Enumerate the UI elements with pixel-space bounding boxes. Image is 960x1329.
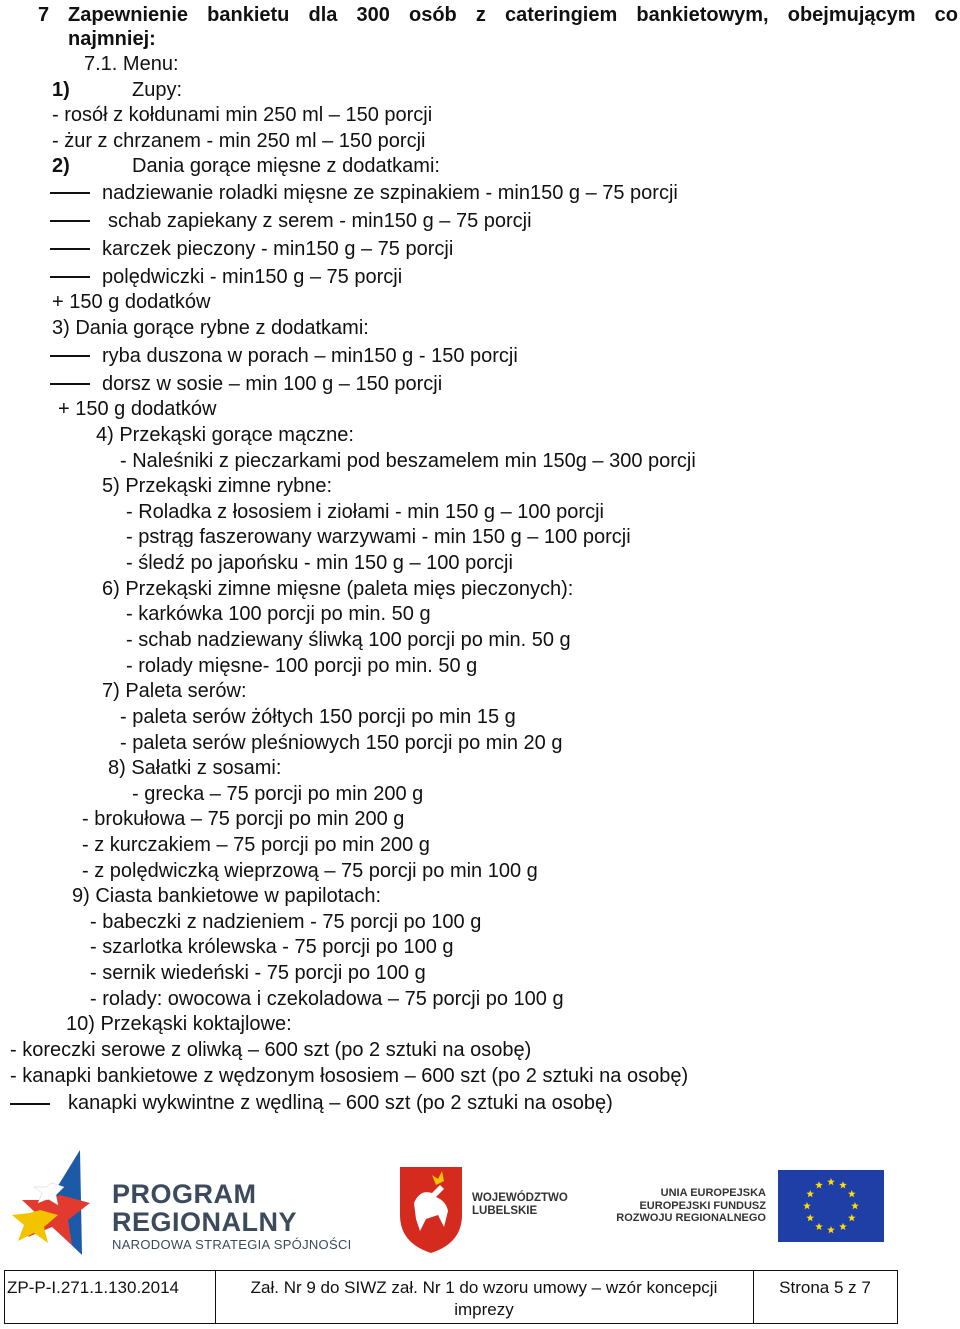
- list-item: polędwiczki - min150 g – 75 porcji: [102, 266, 403, 288]
- footer-page: Strona 5 z 7: [779, 1278, 871, 1297]
- list-item: dorsz w sosie – min 100 g – 150 porcji: [102, 373, 443, 395]
- section-title-line1: Zapewnienie bankietu dla 300 osób z cateringiem bankietowym, obejmującym co: [68, 4, 958, 26]
- list-item: nadziewanie roladki mięsne ze szpinakiem - min150 g – 75 porcji: [102, 182, 678, 204]
- section-title-line2: najmniej:: [68, 28, 156, 50]
- list-item: 4) Przekąski gorące mączne:: [96, 424, 354, 446]
- list-item: - kanapki bankietowe z wędzonym łososiem – 600 szt (po 2 sztuki na osobę): [10, 1065, 689, 1087]
- program-regionalny-logo: [112, 1180, 352, 1254]
- list-item: - paleta serów żółtych 150 porcji po min 15 g: [120, 706, 516, 728]
- ue-line2: EUROPEJSKI FUNDUSZ: [639, 1199, 766, 1212]
- list-number: 1): [52, 79, 70, 101]
- list-item: - rolady: owocowa i czekoladowa – 75 porcji po 100 g: [90, 988, 564, 1010]
- list-item: - z kurczakiem – 75 porcji po min 200 g: [82, 834, 430, 856]
- list-item: karczek pieczony - min150 g – 75 porcji: [102, 238, 454, 260]
- footer-divider: [753, 1271, 754, 1323]
- list-item: - grecka – 75 porcji po min 200 g: [132, 783, 424, 805]
- wojewodztwo-logo: [472, 1192, 568, 1218]
- list-item: ryba duszona w porach – min150 g - 150 porcji: [102, 345, 518, 367]
- list-item: - karkówka 100 porcji po min. 50 g: [126, 603, 431, 625]
- list-item: 7) Paleta serów:: [102, 680, 247, 702]
- page-footer: [4, 1270, 898, 1324]
- program-line1: PROGRAM: [112, 1179, 257, 1209]
- list-item: 5) Przekąski zimne rybne:: [102, 475, 333, 497]
- program-line3: NARODOWA STRATEGIA SPÓJNOŚCI: [112, 1237, 352, 1252]
- dash-bullet: [50, 355, 90, 357]
- list-item: + 150 g dodatków: [58, 398, 217, 420]
- footer-divider: [215, 1271, 216, 1323]
- list-item: - sernik wiedeński - 75 porcji po 100 g: [90, 962, 426, 984]
- list-item: + 150 g dodatków: [52, 291, 211, 313]
- list-item: Dania gorące mięsne z dodatkami:: [132, 155, 440, 177]
- footer-description: [217, 1277, 751, 1329]
- list-item: - szarlotka królewska - 75 porcji po 100 g: [90, 936, 454, 958]
- dash-bullet: [50, 220, 90, 222]
- dash-bullet: [10, 1103, 50, 1105]
- list-item: - żur z chrzanem - min 250 ml – 150 porcji: [52, 130, 426, 152]
- program-regionalny-star-icon: [12, 1150, 90, 1255]
- list-item: 9) Ciasta bankietowe w papilotach:: [72, 885, 382, 907]
- list-item: - babeczki z nadzieniem - 75 porcji po 100 g: [90, 911, 482, 933]
- footer-desc-line2: imprezy: [454, 1300, 514, 1319]
- list-item: 3) Dania gorące rybne z dodatkami:: [52, 317, 369, 339]
- list-item: - rolady mięsne- 100 porcji po min. 50 g: [126, 655, 478, 677]
- dash-bullet: [50, 192, 90, 194]
- list-item: - pstrąg faszerowany warzywami - min 150 g – 100 porcji: [126, 526, 631, 548]
- list-item: schab zapiekany z serem - min150 g – 75 porcji: [108, 210, 532, 232]
- list-item: - koreczki serowe z oliwką – 600 szt (po 2 sztuki na osobę): [10, 1039, 532, 1061]
- list-item: - Roladka z łososiem i ziołami - min 150 g – 100 porcji: [126, 501, 604, 523]
- footer-ref: ZP-P-I.271.1.130.2014: [7, 1278, 180, 1297]
- list-item: kanapki wykwintne z wędliną – 600 szt (po 2 sztuki na osobę): [68, 1092, 613, 1114]
- program-line2: REGIONALNY: [112, 1207, 298, 1237]
- section-number: 7: [38, 4, 50, 26]
- list-item: - śledź po japońsku - min 150 g – 100 porcji: [126, 552, 513, 574]
- list-item: - brokułowa – 75 porcji po min 200 g: [82, 808, 405, 830]
- list-item: 10) Przekąski koktajlowe:: [66, 1013, 292, 1035]
- footer-desc-line1: Zał. Nr 9 do SIWZ zał. Nr 1 do wzoru umowy – wzór koncepcji: [250, 1278, 718, 1297]
- list-item: 8) Sałatki z sosami:: [108, 757, 282, 779]
- dash-bullet: [50, 276, 90, 278]
- ue-line3: ROZWOJU REGIONALNEGO: [616, 1212, 766, 1224]
- list-number: 2): [52, 155, 70, 177]
- dash-bullet: [50, 248, 90, 250]
- menu-header: 7.1. Menu:: [84, 53, 179, 75]
- woj-line2: LUBELSKIE: [472, 1205, 538, 1217]
- list-item: - paleta serów pleśniowych 150 porcji po min 20 g: [120, 732, 563, 754]
- list-item: - rosół z kołdunami min 250 ml – 150 porcji: [52, 104, 433, 126]
- woj-line1: WOJEWÓDZTWO: [472, 1192, 568, 1204]
- ue-logo-text: [616, 1187, 766, 1225]
- wojewodztwo-herb-icon: [400, 1167, 462, 1253]
- dash-bullet: [50, 383, 90, 385]
- ue-line1: UNIA EUROPEJSKA: [660, 1187, 766, 1199]
- list-item: - schab nadziewany śliwką 100 porcji po min. 50 g: [126, 629, 571, 651]
- list-item: 6) Przekąski zimne mięsne (paleta mięs pieczonych):: [102, 578, 574, 600]
- list-item: Zupy:: [132, 79, 183, 101]
- list-item: - z polędwiczką wieprzową – 75 porcji po min 100 g: [82, 860, 538, 882]
- list-item: - Naleśniki z pieczarkami pod beszamelem min 150g – 300 porcji: [120, 450, 696, 472]
